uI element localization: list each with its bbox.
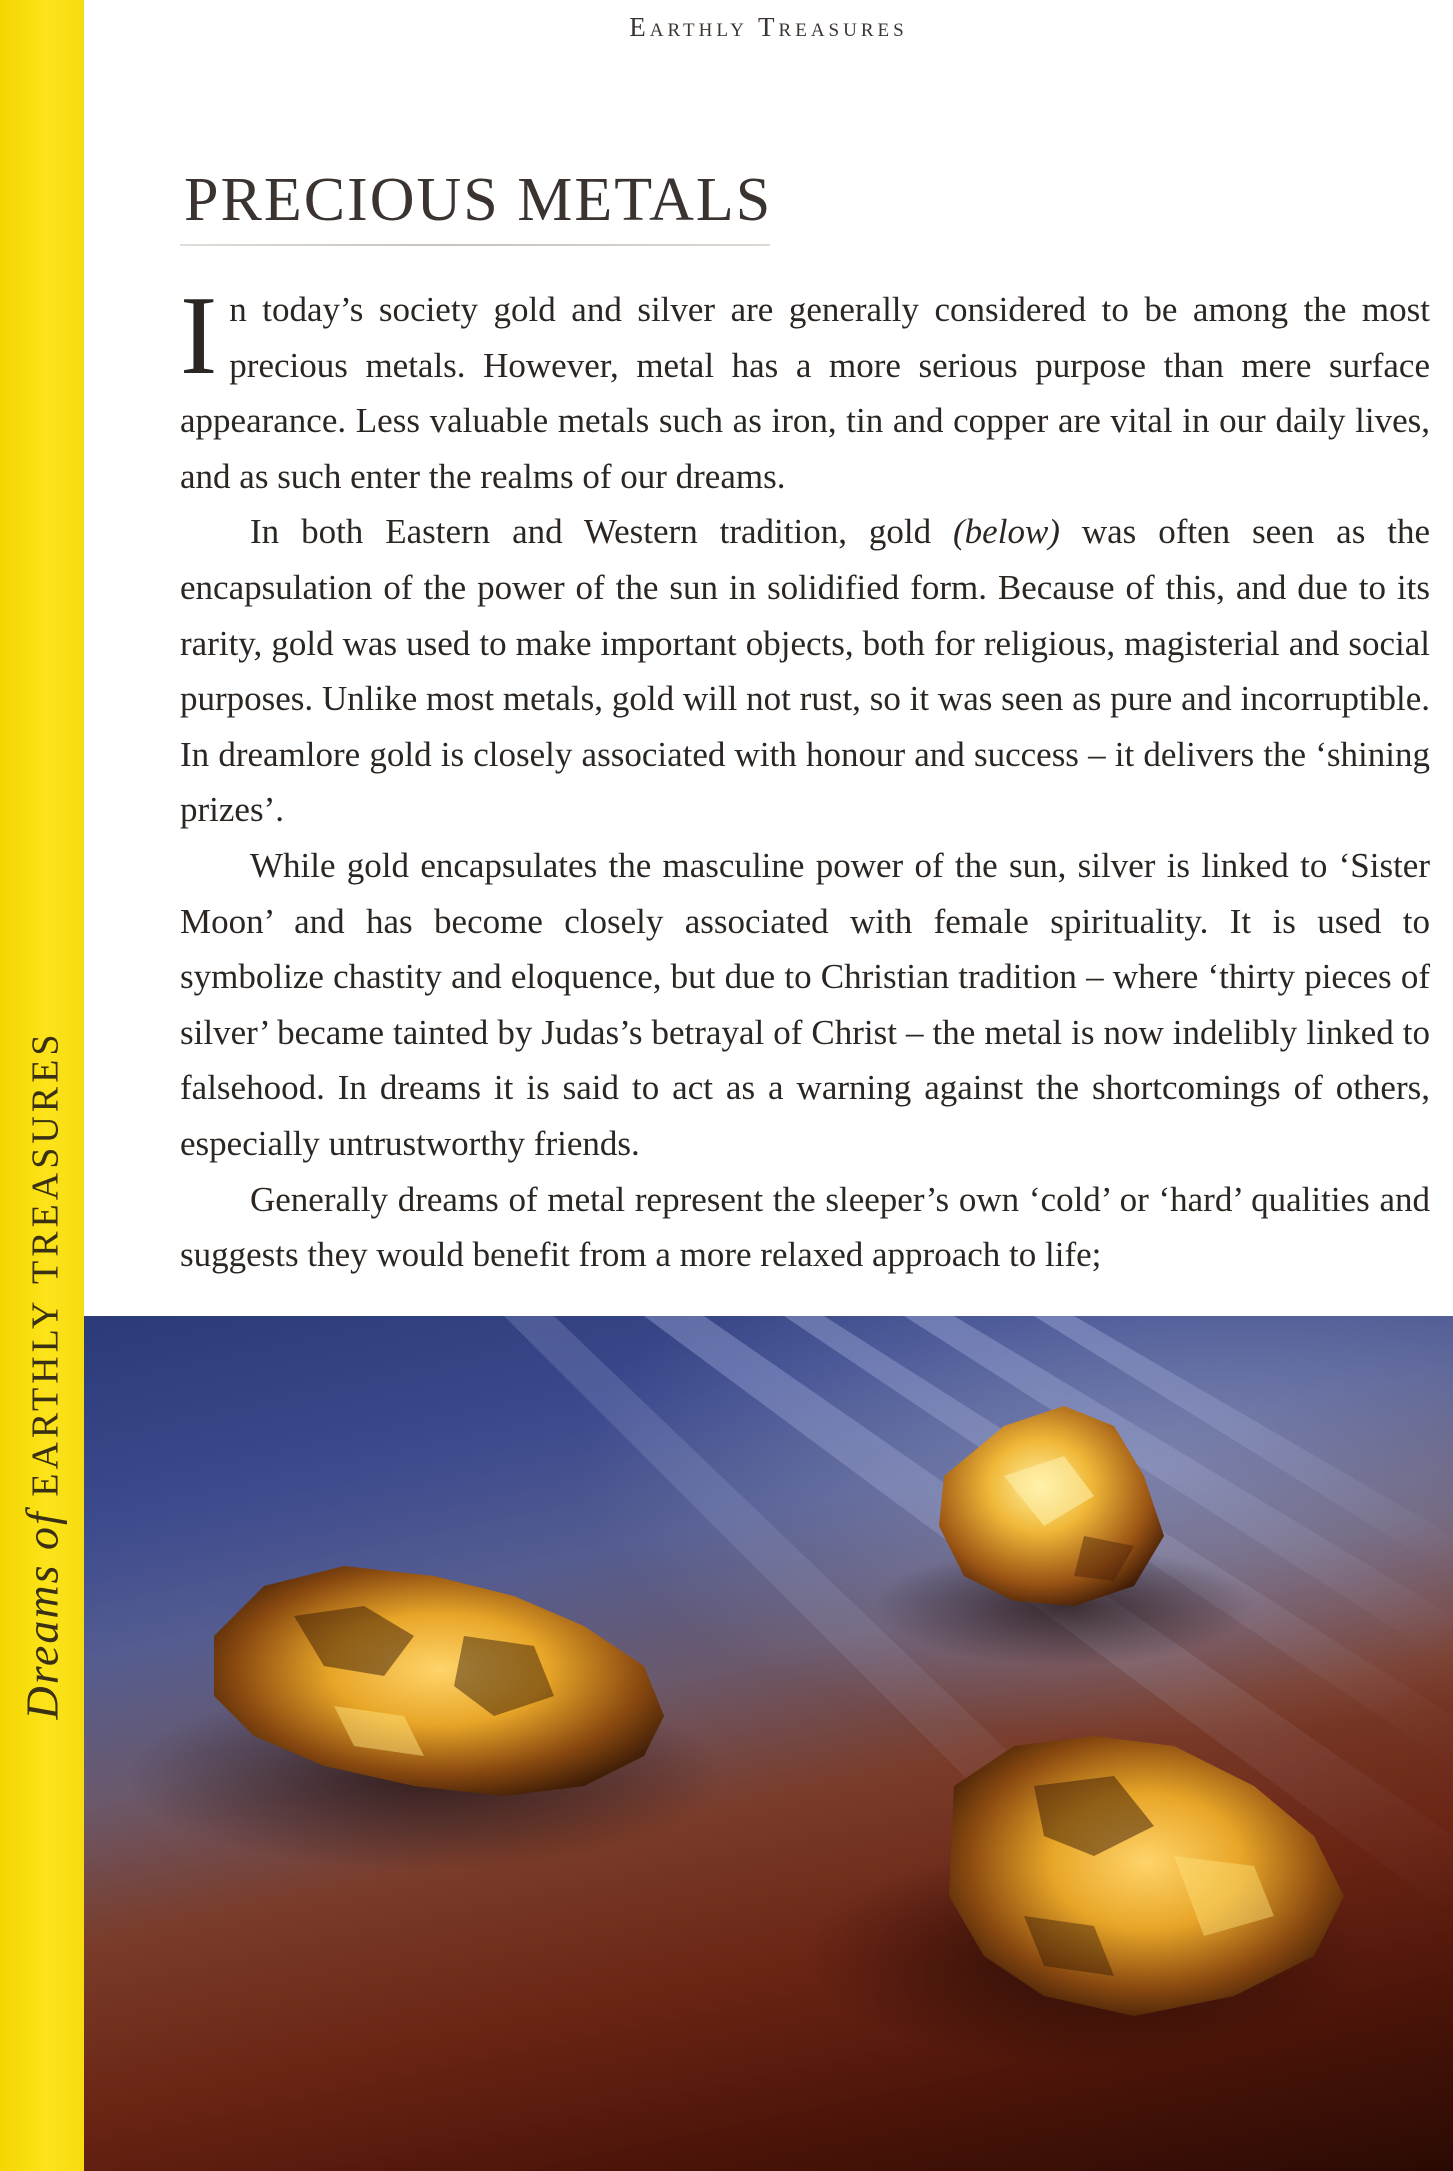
paragraph-1 <box>180 274 1430 504</box>
paragraph-1-text: n today’s society gold and silver are generally considered to be among the most precious metals. However, metal has a more serious purpose than mere surface appearance. Less valuable metals such as iron, tin and copper are vital in our daily lives, and as such enter the realms of our dreams. <box>180 290 1430 496</box>
running-head: Earthly Treasures <box>629 12 908 42</box>
spine-word-dreams: Dreams <box>16 1563 68 1720</box>
spine-word-treasures: TREASURES <box>24 1030 67 1285</box>
paragraph-2 <box>180 504 1430 838</box>
title-rule <box>180 244 770 246</box>
paragraph-3: While gold encapsulates the masculine power of the sun, silver is linked to ‘Sister Moon’ and has become closely associated with female spirituality. It is used to symbolize chastity and eloquence, but due to Christian tradition – where ‘thirty pieces of silver’ became tainted by Judas’s betrayal of Christ – the metal is now indelibly linked to falsehood. In dreams it is said to act as a warning against the shortcomings of others, especially untrustworthy friends. <box>180 845 1430 1163</box>
paragraph-2-text-b: was often seen as the encapsulation of the power of the sun in solidified form. Because of this, and due to its rarity, gold was used to make important objects, both for religious, magisterial and social purposes. Unlike most metals, gold will not rust, so it was seen as pure and incorruptible. In dreamlore gold is closely associated with honour and success – it delivers the ‘shining prizes’. <box>180 512 1430 830</box>
drop-cap: I <box>180 274 218 398</box>
spine-word-earthly: EARTHLY <box>24 1297 67 1497</box>
page-title: PRECIOUS METALS <box>184 166 773 234</box>
paragraph-2-text-a: In both Eastern and Western tradition, gold <box>250 512 954 552</box>
spine-book-title <box>16 1031 69 1720</box>
article-body <box>180 274 1430 1283</box>
paragraph-2-italic: (below) <box>953 512 1060 552</box>
spine-word-of: of <box>16 1510 68 1551</box>
gold-nuggets-photo <box>84 1316 1453 2171</box>
paragraph-4: Generally dreams of metal represent the sleeper’s own ‘cold’ or ‘hard’ qualities and suggests they would benefit from a more relaxed approach to life; <box>180 1179 1430 1275</box>
yellow-spine-band <box>0 0 84 2171</box>
